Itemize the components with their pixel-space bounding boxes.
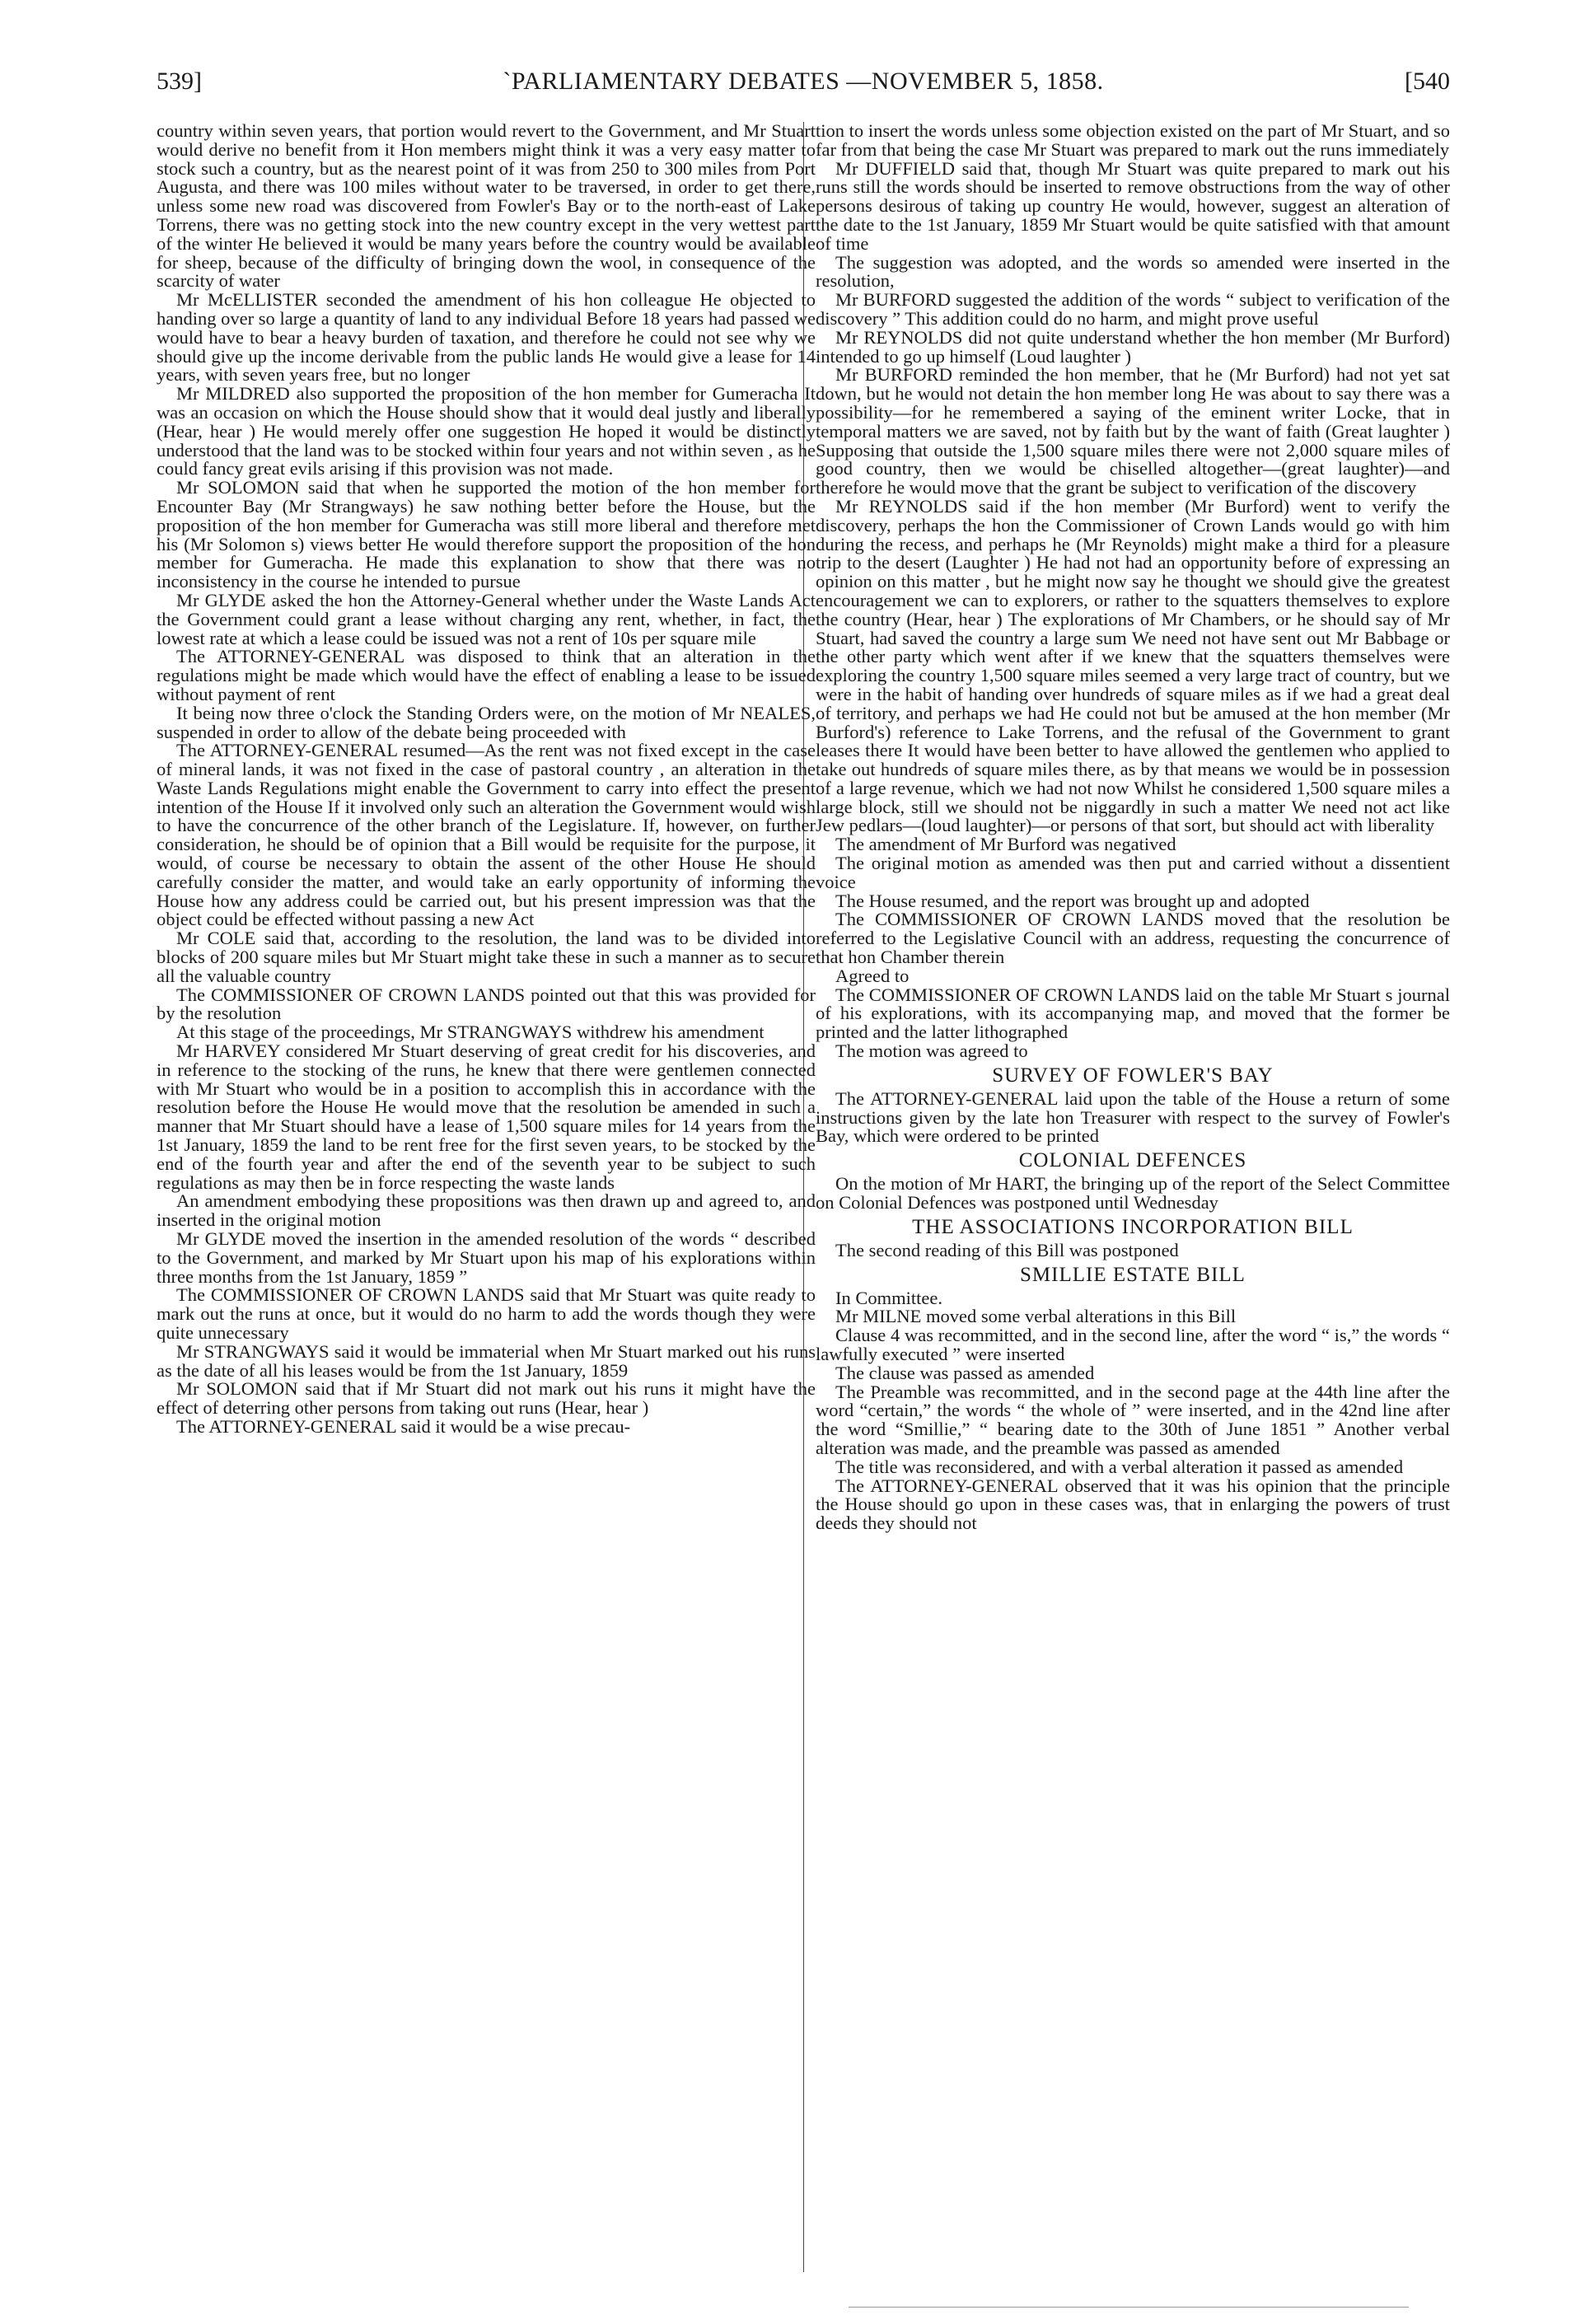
running-title: `PARLIAMENTARY DEBATES —NOVEMBER 5, 1858. [503, 68, 1104, 95]
paragraph: tion to insert the words unless some objection existed on the part of Mr Stuart, and so far from that being the case Mr Stuart was prepared to mark out the runs immediately [816, 122, 1450, 160]
section-heading-colonial-defences: COLONIAL DEFENCES [1018, 1149, 1247, 1172]
right-column [816, 122, 1450, 2289]
paragraph: At this stage of the proceedings, Mr STRANGWAYS withdrew his amendment [176, 1022, 765, 1043]
paragraph: An amendment embodying these propositions was then drawn up and agreed to, and inserted in the original motion [157, 1190, 816, 1231]
paragraph: It being now three o'clock the Standing Orders were, on the motion of Mr NEALES, suspended in order to allow of the debate being proceeded with [157, 702, 816, 742]
paragraph: The ATTORNEY-GENERAL was disposed to think that an alteration in the regulations might be made which would have the effect of enabling a lease to be issued without payment of rent [157, 646, 816, 704]
paragraph: The clause was passed as amended [835, 1362, 1095, 1383]
paragraph: On the motion of Mr HART, the bringing up of the report of the Select Committee on Colonial Defences was postponed until Wednesday [816, 1173, 1450, 1213]
page-number-left: 539] [157, 68, 202, 95]
bottom-rule [849, 2307, 1409, 2308]
paragraph: The COMMISSIONER OF CROWN LANDS laid on the table Mr Stuart s journal of his explorations, with its accompanying map, and moved that the former be printed and the latter lithographed [816, 984, 1450, 1043]
paragraph: Agreed to [835, 965, 910, 986]
paragraph: The ATTORNEY-GENERAL observed that it was his opinion that the principle the House should go upon in these cases was, that in enlarging the powers of trust deeds they should not [816, 1475, 1450, 1534]
left-column [157, 122, 816, 2289]
paragraph: The title was reconsidered, and with a verbal alteration it passed as amended [835, 1456, 1404, 1477]
page-number-right: [540 [1405, 68, 1450, 95]
section-heading-fowlers-bay: SURVEY OF FOWLER'S BAY [992, 1064, 1274, 1087]
page-header [157, 68, 1450, 101]
section-heading-smillie-estate-bill: SMILLIE ESTATE BILL [1020, 1263, 1246, 1286]
paragraph: Mr SOLOMON said that if Mr Stuart did not mark out his runs it might have the effect of deterring other persons from taking out runs (Hear, hear ) [157, 1378, 816, 1419]
paragraph: Mr HARVEY considered Mr Stuart deserving of great credit for his discoveries, and in reference to the stocking of the runs, he knew that there were gentlemen connected with Mr Stuart who would be in a position to accomplish this in accordance with the resolution before the House He would move that the resolution be amended in such a manner that Mr Stuart should have a lease of 1,500 square miles for 14 years from the 1st January, 1859 the land to be rent free for the first seven years, to be stocked by the end of the fourth year and after the end of the seventh year to be subject to such regulations as may then be in force respecting the waste lands [157, 1040, 816, 1193]
paragraph: The suggestion was adopted, and the words so amended were inserted in the resolution, [816, 251, 1450, 292]
paragraph: Mr BURFORD suggested the addition of the words “ subject to verification of the discovery ” This addition could do no harm, and might prove useful [816, 289, 1450, 329]
paragraph: Mr MILDRED also supported the proposition of the hon member for Gumeracha It was an occasion on which the House should show that it would deal justly and liberally (Hear, hear ) He would merely offer one suggestion He hoped it would be distinctly understood that the land was to be stocked within four years and not within seven , as he could fancy great evils arising if this provision was not made. [157, 383, 816, 479]
paragraph: The COMMISSIONER OF CROWN LANDS said that Mr Stuart was quite ready to mark out the runs at once, but it would do no harm to add the words though they were quite unnecessary [157, 1284, 816, 1343]
paragraph: Mr GLYDE asked the hon the Attorney-General whether under the Waste Lands Act the Government could grant a lease without charging any rent, whether, in fact, the lowest rate at which a lease could be issued was not a rent of 10s per square mile [157, 589, 816, 648]
paragraph: country within seven years, that portion would revert to the Government, and Mr Stuart would derive no benefit from it Hon members might think it was a very easy matter to stock such a country, but as the nearest point of it was from 250 to 300 miles from Port Augusta, and there was 100 miles without water to be traversed, in order to get there, unless some new road was discovered from Fowler's Bay or to the north-east of Lake Torrens, there was no getting stock into the new country except in the very wettest part of the winter He believed it would be many years before the country would be available for sheep, because of the difficulty of bringing down the wool, in consequence of the scarcity of water [157, 122, 816, 292]
paragraph: Mr McELLISTER seconded the amendment of his hon colleague He objected to handing over so large a quantity of land to any individual Before 18 years had passed we would have to bear a heavy burden of taxation, and therefore he could not see why we should give up the income derivable from the public lands He would give a lease for 14 years, with seven years free, but no longer [157, 289, 816, 386]
section-heading-associations-bill: THE ASSOCIATIONS INCORPORATION BILL [912, 1215, 1354, 1238]
paragraph: The amendment of Mr Burford was negatived [835, 834, 1176, 855]
paragraph: Mr SOLOMON said that when he supported the motion of the hon member for Encounter Bay (Mr Strangways) he saw nothing better before the House, but the proposition of the hon member for Gumeracha was still more liberal and therefore met his (Mr Solomon s) views better He would therefore support the proposition of the hon member for Gumeracha. He made this explanation to show that there was no inconsistency in the course he intended to pursue [157, 477, 816, 592]
paragraph: Mr BURFORD reminded the hon member, that he (Mr Burford) had not yet sat down, but he would not detain the hon member long He was about to say there was a possibility—for he remembered a saying of the eminent writer Locke, that in temporal matters we are saved, not by faith but by the want of faith (Great laughter ) Supposing that outside the 1,500 square miles there were not 2,000 square miles of good country, then we would be chiselled altogether—(great laughter)—and therefore he would move that the grant be subject to verification of the discovery [816, 364, 1450, 498]
paragraph: The second reading of this Bill was postponed [835, 1239, 1179, 1260]
paragraph: The original motion as amended was then put and carried without a dissentient voice [816, 853, 1450, 892]
paragraph: Mr GLYDE moved the insertion in the amended resolution of the words “ described to the Government, and marked by Mr Stuart upon his map of his explorations within three months from the 1st January, 1859 ” [157, 1228, 816, 1287]
paragraph: The motion was agreed to [835, 1040, 1028, 1062]
paragraph: The Preamble was recommitted, and in the second page at the 44th line after the word “certain,” the words “ the whole of ” were inserted, and in the 42nd line after the word “Smillie,” “ bearing date to the 30th of June 1851 ” Another verbal alteration was made, and the preamble was passed as amended [816, 1381, 1450, 1458]
paragraph: Mr REYNOLDS did not quite understand whether the hon member (Mr Burford) intended to go up himself (Loud laughter ) [816, 326, 1450, 367]
paragraph: The ATTORNEY-GENERAL laid upon the table of the House a return of some instructions given by the late hon Treasurer with respect to the survey of Fowler's Bay, which were ordered to be printed [816, 1087, 1450, 1147]
paragraph: Mr COLE said that, according to the resolution, the land was to be divided into blocks of 200 square miles but Mr Stuart might take these in such a manner as to secure all the valuable country [157, 928, 816, 986]
paragraph: Mr REYNOLDS said if the hon member (Mr Burford) went to verify the discovery, perhaps the hon the Commissioner of Crown Lands would go with him during the recess, and perhaps he (Mr Reynolds) might make a third for a pleasure trip to the desert (Laughter ) He had not had an opportunity before of expressing an opinion on this matter , but he might now say he thought we should give the greatest encouragement we can to explorers, or rather to the squatters themselves to explore the country (Hear, hear ) The explorations of Mr Chambers, or he should say of Mr Stuart, had saved the country a large sum We need not have sent out Mr Babbage or the other party which went after if we knew that the squatters themselves were exploring the country 1,500 square miles seemed a very large tract of country, but we were in the habit of handing over hundreds of square miles as if we had a great deal of territory, and perhaps we had He could not but be amused at the hon member (Mr Burford's) reference to Lake Torrens, and the refusal of the Government to grant leases there It would have been better to have allowed the gentlemen who applied to take out hundreds of square miles there, as by that means we would be in possession of a large revenue, which we had not now Whilst he considered 1,500 square miles a large block, still we should not be niggardly in such a matter We need not act like Jew pedlars—(loud laughter)—or persons of that sort, but should act with liberality [816, 495, 1450, 836]
paragraph: Mr DUFFIELD said that, though Mr Stuart was quite prepared to mark out his runs still the words should be inserted to remove obstructions from the way of other persons desirous of taking up country He would, however, suggest an alteration of the date to the 1st January, 1859 Mr Stuart would be quite satisfied with that amount of time [816, 157, 1450, 254]
paragraph: Mr MILNE moved some verbal alterations in this Bill [835, 1306, 1237, 1327]
paragraph: The COMMISSIONER OF CROWN LANDS pointed out that this was provided for by the resolution [157, 984, 816, 1024]
paragraph: The ATTORNEY-GENERAL said it would be a wise precau- [176, 1415, 631, 1437]
paragraph: The COMMISSIONER OF CROWN LANDS moved that the resolution be referred to the Legislative Council with an address, requesting the concurrence of that hon Chamber therein [816, 909, 1450, 968]
paragraph: The ATTORNEY-GENERAL resumed—As the rent was not fixed except in the case of mineral lands, it was not fixed in the case of pastoral country , an alteration in the Waste Lands Regulations might enable the Government to carry into effect the present intention of the House If it involved only such an alteration the Government would wish to have the concurrence of the other branch of the Legislature. If, however, on further consideration, he should be of opinion that a Bill would be requisite for the purpose, it would, of course be necessary to obtain the assent of the other House He should carefully consider the matter, and would take an early opportunity of informing the House how any address could be carried out, but his present impression was that the object could be effected without passing a new Act [157, 740, 816, 930]
paragraph: Mr STRANGWAYS said it would be immaterial when Mr Stuart marked out his runs as the date of all his leases would be from the 1st January, 1859 [157, 1340, 816, 1381]
paragraph: Clause 4 was recommitted, and in the second line, after the word “ is,” the words “ lawfully executed ” were inserted [816, 1325, 1450, 1365]
paragraph: In Committee. [835, 1287, 942, 1308]
paragraph: The House resumed, and the report was brought up and adopted [835, 890, 1310, 911]
